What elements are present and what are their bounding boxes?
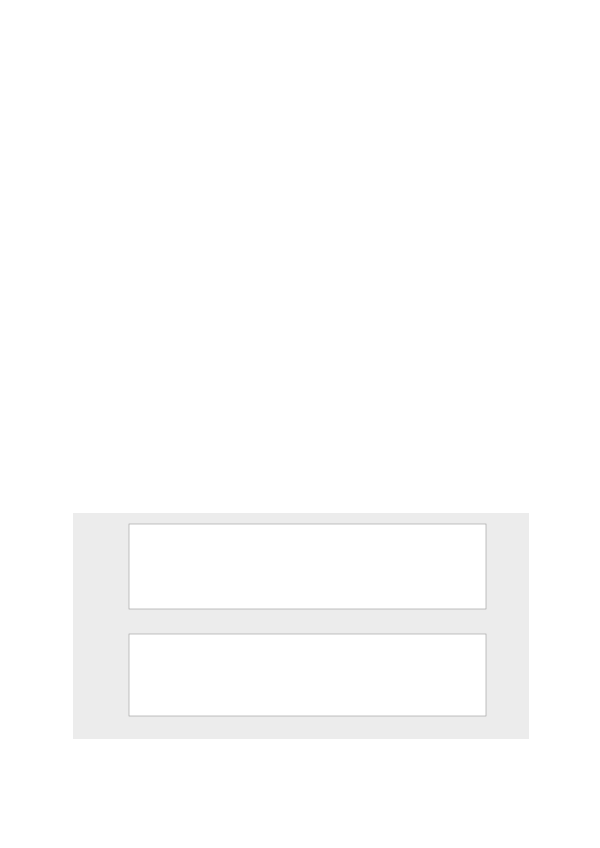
digital-axes [129,634,486,716]
figure-canvas [73,513,529,739]
matlab-figure [73,513,529,739]
analog-axes [129,524,486,609]
